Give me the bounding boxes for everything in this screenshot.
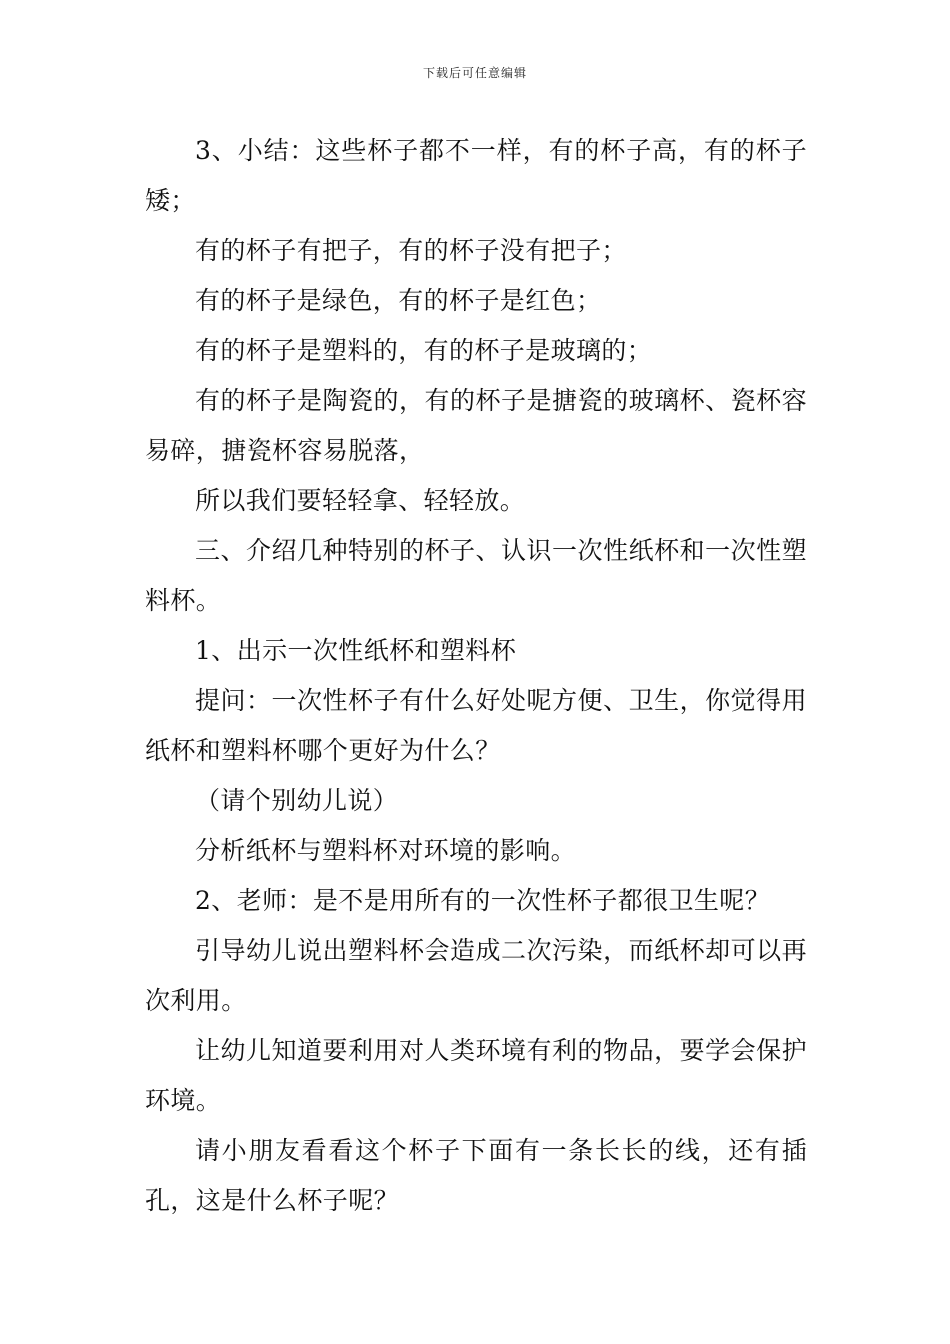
paragraph-special-cup: 请小朋友看看这个杯子下面有一条长长的线，还有插孔，这是什么杯子呢？ — [145, 1136, 807, 1215]
paragraph-handle-gently: 所以我们要轻轻拿、轻轻放。 — [195, 486, 526, 515]
paragraph-summary: 3、小结：这些杯子都不一样，有的杯子高，有的杯子矮； — [145, 136, 807, 215]
paragraph-color: 有的杯子是绿色，有的杯子是红色； — [195, 286, 602, 315]
paragraph-teacher: 2、老师：是不是用所有的一次性杯子都很卫生呢？ — [195, 886, 771, 915]
paragraph-question: 提问：一次性杯子有什么好处呢方便、卫生，你觉得用纸杯和塑料杯哪个更好为什么？ — [145, 686, 807, 765]
paragraph-handle: 有的杯子有把子，有的杯子没有把子； — [195, 236, 627, 265]
paragraph-children-answer: （请个别幼儿说） — [195, 786, 399, 815]
paragraph-guide: 引导幼儿说出塑料杯会造成二次污染，而纸杯却可以再次利用。 — [145, 936, 807, 1015]
paragraph-show-cups: 1、出示一次性纸杯和塑料杯 — [195, 636, 517, 665]
page-header-note: 下载后可任意编辑 — [422, 66, 527, 80]
paragraph-protect: 让幼儿知道要利用对人类环境有利的物品，要学会保护环境。 — [145, 1036, 807, 1115]
document-body — [145, 126, 807, 1226]
paragraph-analysis: 分析纸杯与塑料杯对环境的影响。 — [195, 836, 577, 865]
paragraph-ceramic: 有的杯子是陶瓷的，有的杯子是搪瓷的玻璃杯、瓷杯容易碎，搪瓷杯容易脱落， — [145, 386, 807, 465]
paragraph-material: 有的杯子是塑料的，有的杯子是玻璃的； — [195, 336, 653, 365]
paragraph-section-three: 三、介绍几种特别的杯子、认识一次性纸杯和一次性塑料杯。 — [145, 536, 807, 615]
